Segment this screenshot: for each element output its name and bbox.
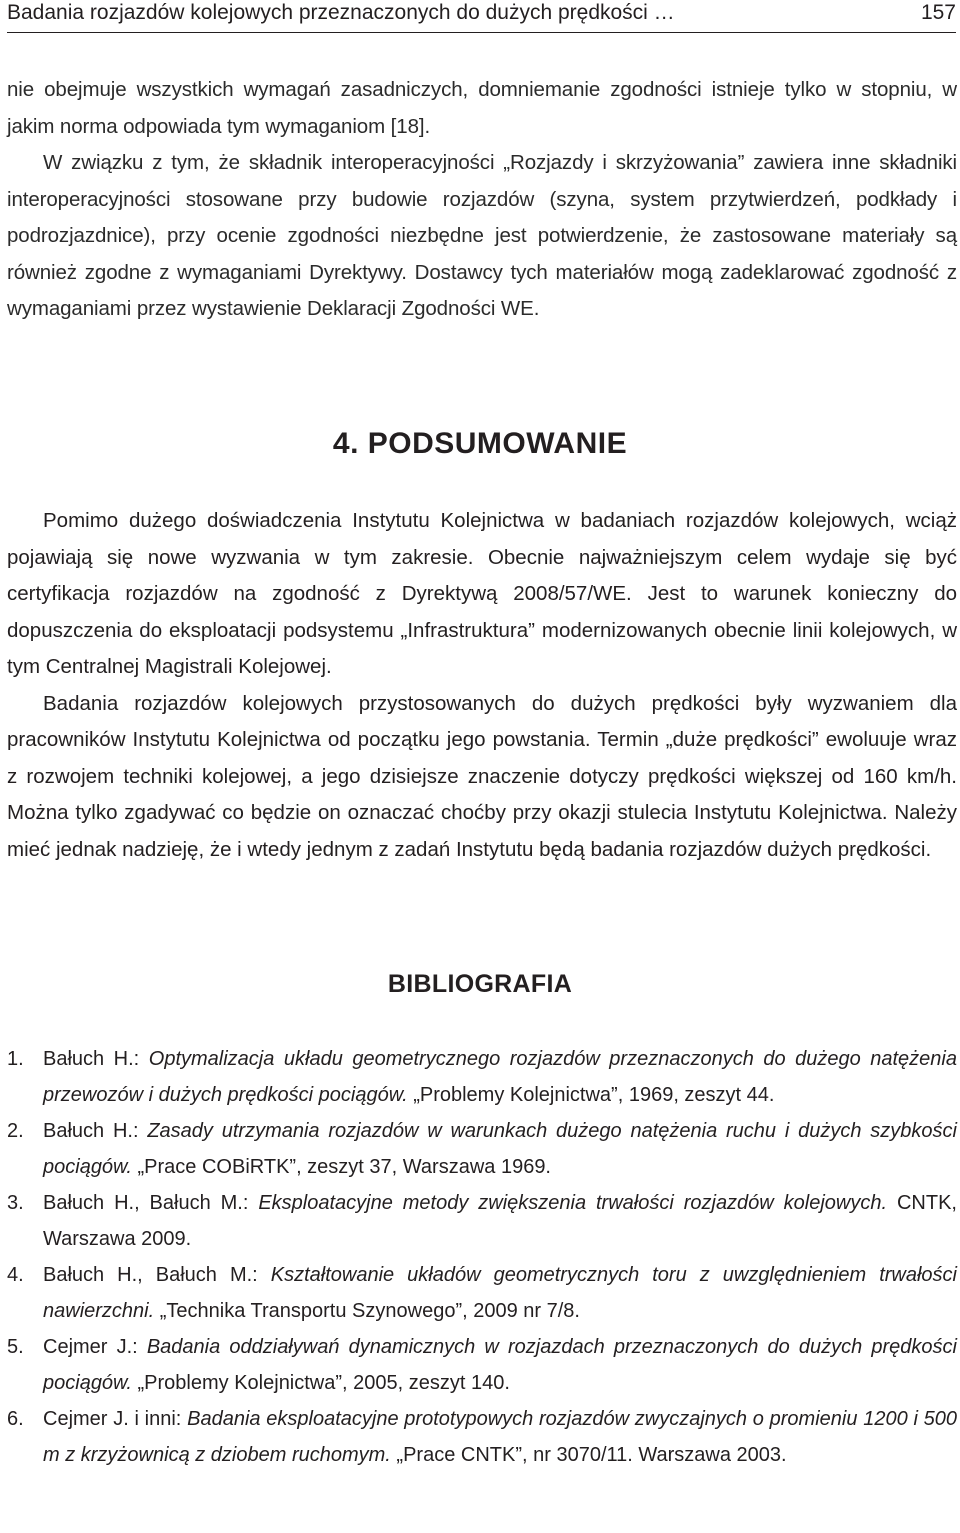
bibliography-authors: Bałuch H., Bałuch M.: (43, 1264, 271, 1286)
bibliography-number: 5. (7, 1336, 24, 1358)
bibliography-list (7, 1041, 957, 1473)
bibliography-title: Kształtowanie układów geometrycznych toru z uwzględnieniem trwałości nawierzchni. (43, 1264, 957, 1322)
bibliography-title: Badania eksploatacyjne prototypowych rozjazdów zwyczajnych o promieniu 1200 i 500 m z krzyżownicą z dziobem ruchomym. (43, 1408, 958, 1466)
intro-text (7, 72, 957, 328)
paragraph: Pomimo dużego doświadczenia Instytutu Kolejnictwa w badaniach rozjazdów kolejowych, wciąż pojawiają się nowe wyzwania w tym zakresie. Obecnie najważniejszym celem wydaje się być certyfikacja rozjazdów na zgodność z Dyrektywą 2008/57/WE. Jest to warunek konieczny do dopuszczenia do eksploatacji podsystemu „Infrastruktura” modernizowanych obecnie linii kolejowych, w tym Centralnej Magistrali Kolejowej. (7, 509, 957, 678)
paragraph: nie obejmuje wszystkich wymagań zasadniczych, domniemanie zgodności istnieje tylko w stopniu, w jakim norma odpowiada tym wymaganiom [18]. (7, 78, 957, 138)
paragraph: Badania rozjazdów kolejowych przystosowanych do dużych prędkości były wyzwaniem dla pracowników Instytutu Kolejnictwa od początku jego powstania. Termin „duże prędkości” ewoluuje wraz z rozwojem techniki kolejowej, a jego dzisiejsze znaczenie dotyczy prędkości większej od 160 km/h. Można tylko zgadywać co będzie on oznaczać choćby przy okazji stulecia Instytutu Kolejnictwa. Należy mieć jednak nadzieję, że i wtedy jednym z zadań Instytutu będą badania rozjazdów dużych prędkości. (7, 691, 957, 861)
summary-text (7, 503, 957, 868)
page-number: 157 (920, 1, 956, 24)
bibliography-title: Zasady utrzymania rozjazdów w warunkach dużego natężenia ruchu i dużych szybkości pociągów. (43, 1120, 957, 1178)
running-header (7, 0, 956, 33)
bibliography-number: 3. (7, 1192, 24, 1214)
bibliography-source: „Prace COBiRTK”, zeszyt 37, Warszawa 1969. (131, 1156, 551, 1178)
bibliography-title: Badania oddziaływań dynamicznych w rozjazdach przeznaczonych do dużych prędkości pociągów. (43, 1336, 957, 1394)
bibliography-heading: BIBLIOGRAFIA (387, 970, 573, 998)
running-header-title: Badania rozjazdów kolejowych przeznaczonych do dużych prędkości … (7, 1, 675, 24)
paragraph: W związku z tym, że składnik interoperacyjności „Rozjazdy i skrzyżowania” zawiera inne składniki interoperacyjności stosowane przy budowie rozjazdów (szyna, system przytwierdzeń, podkłady i podrozjazdnice), przy ocenie zgodności niezbędne jest potwierdzenie, że zastosowane materiały są również zgodne z wymaganiami Dyrektywy. Dostawcy tych materiałów mogą zadeklarować zgodność z wymaganiami przez wystawienie Deklaracji Zgodności WE. (7, 151, 957, 320)
bibliography-authors: Bałuch H., Bałuch M.: (43, 1192, 259, 1214)
bibliography-number: 6. (7, 1408, 24, 1430)
bibliography-source: „Problemy Kolejnictwa”, 1969, zeszyt 44. (407, 1084, 775, 1106)
bibliography-authors: Cejmer J. i inni: (43, 1408, 188, 1430)
bibliography-item (7, 1329, 957, 1401)
bibliography-item (7, 1257, 957, 1329)
bibliography-source: „Problemy Kolejnictwa”, 2005, zeszyt 140. (131, 1372, 510, 1394)
bibliography-title: Optymalizacja układu geometrycznego rozjazdów przeznaczonych do dużego natężenia przewozów i dużych prędkości pociągów. (43, 1048, 957, 1106)
bibliography-number: 4. (7, 1264, 24, 1286)
bibliography-item (7, 1113, 957, 1185)
bibliography-item (7, 1185, 957, 1257)
bibliography-authors: Cejmer J.: (43, 1336, 147, 1358)
bibliography-item (7, 1401, 957, 1473)
section-heading: 4. PODSUMOWANIE (332, 427, 628, 460)
bibliography-authors: Bałuch H.: (43, 1048, 149, 1070)
bibliography-source: „Prace CNTK”, nr 3070/11. Warszawa 2003. (390, 1444, 787, 1466)
bibliography-source: CNTK, Warszawa 2009. (43, 1192, 957, 1250)
bibliography-number: 1. (7, 1048, 24, 1070)
bibliography-source: „Technika Transportu Szynowego”, 2009 nr 7/8. (154, 1300, 580, 1322)
bibliography-number: 2. (7, 1120, 24, 1142)
bibliography-authors: Bałuch H.: (43, 1120, 148, 1142)
bibliography-item (7, 1041, 957, 1113)
bibliography-title: Eksploatacyjne metody zwiększenia trwałości rozjazdów kolejowych. (258, 1192, 888, 1214)
